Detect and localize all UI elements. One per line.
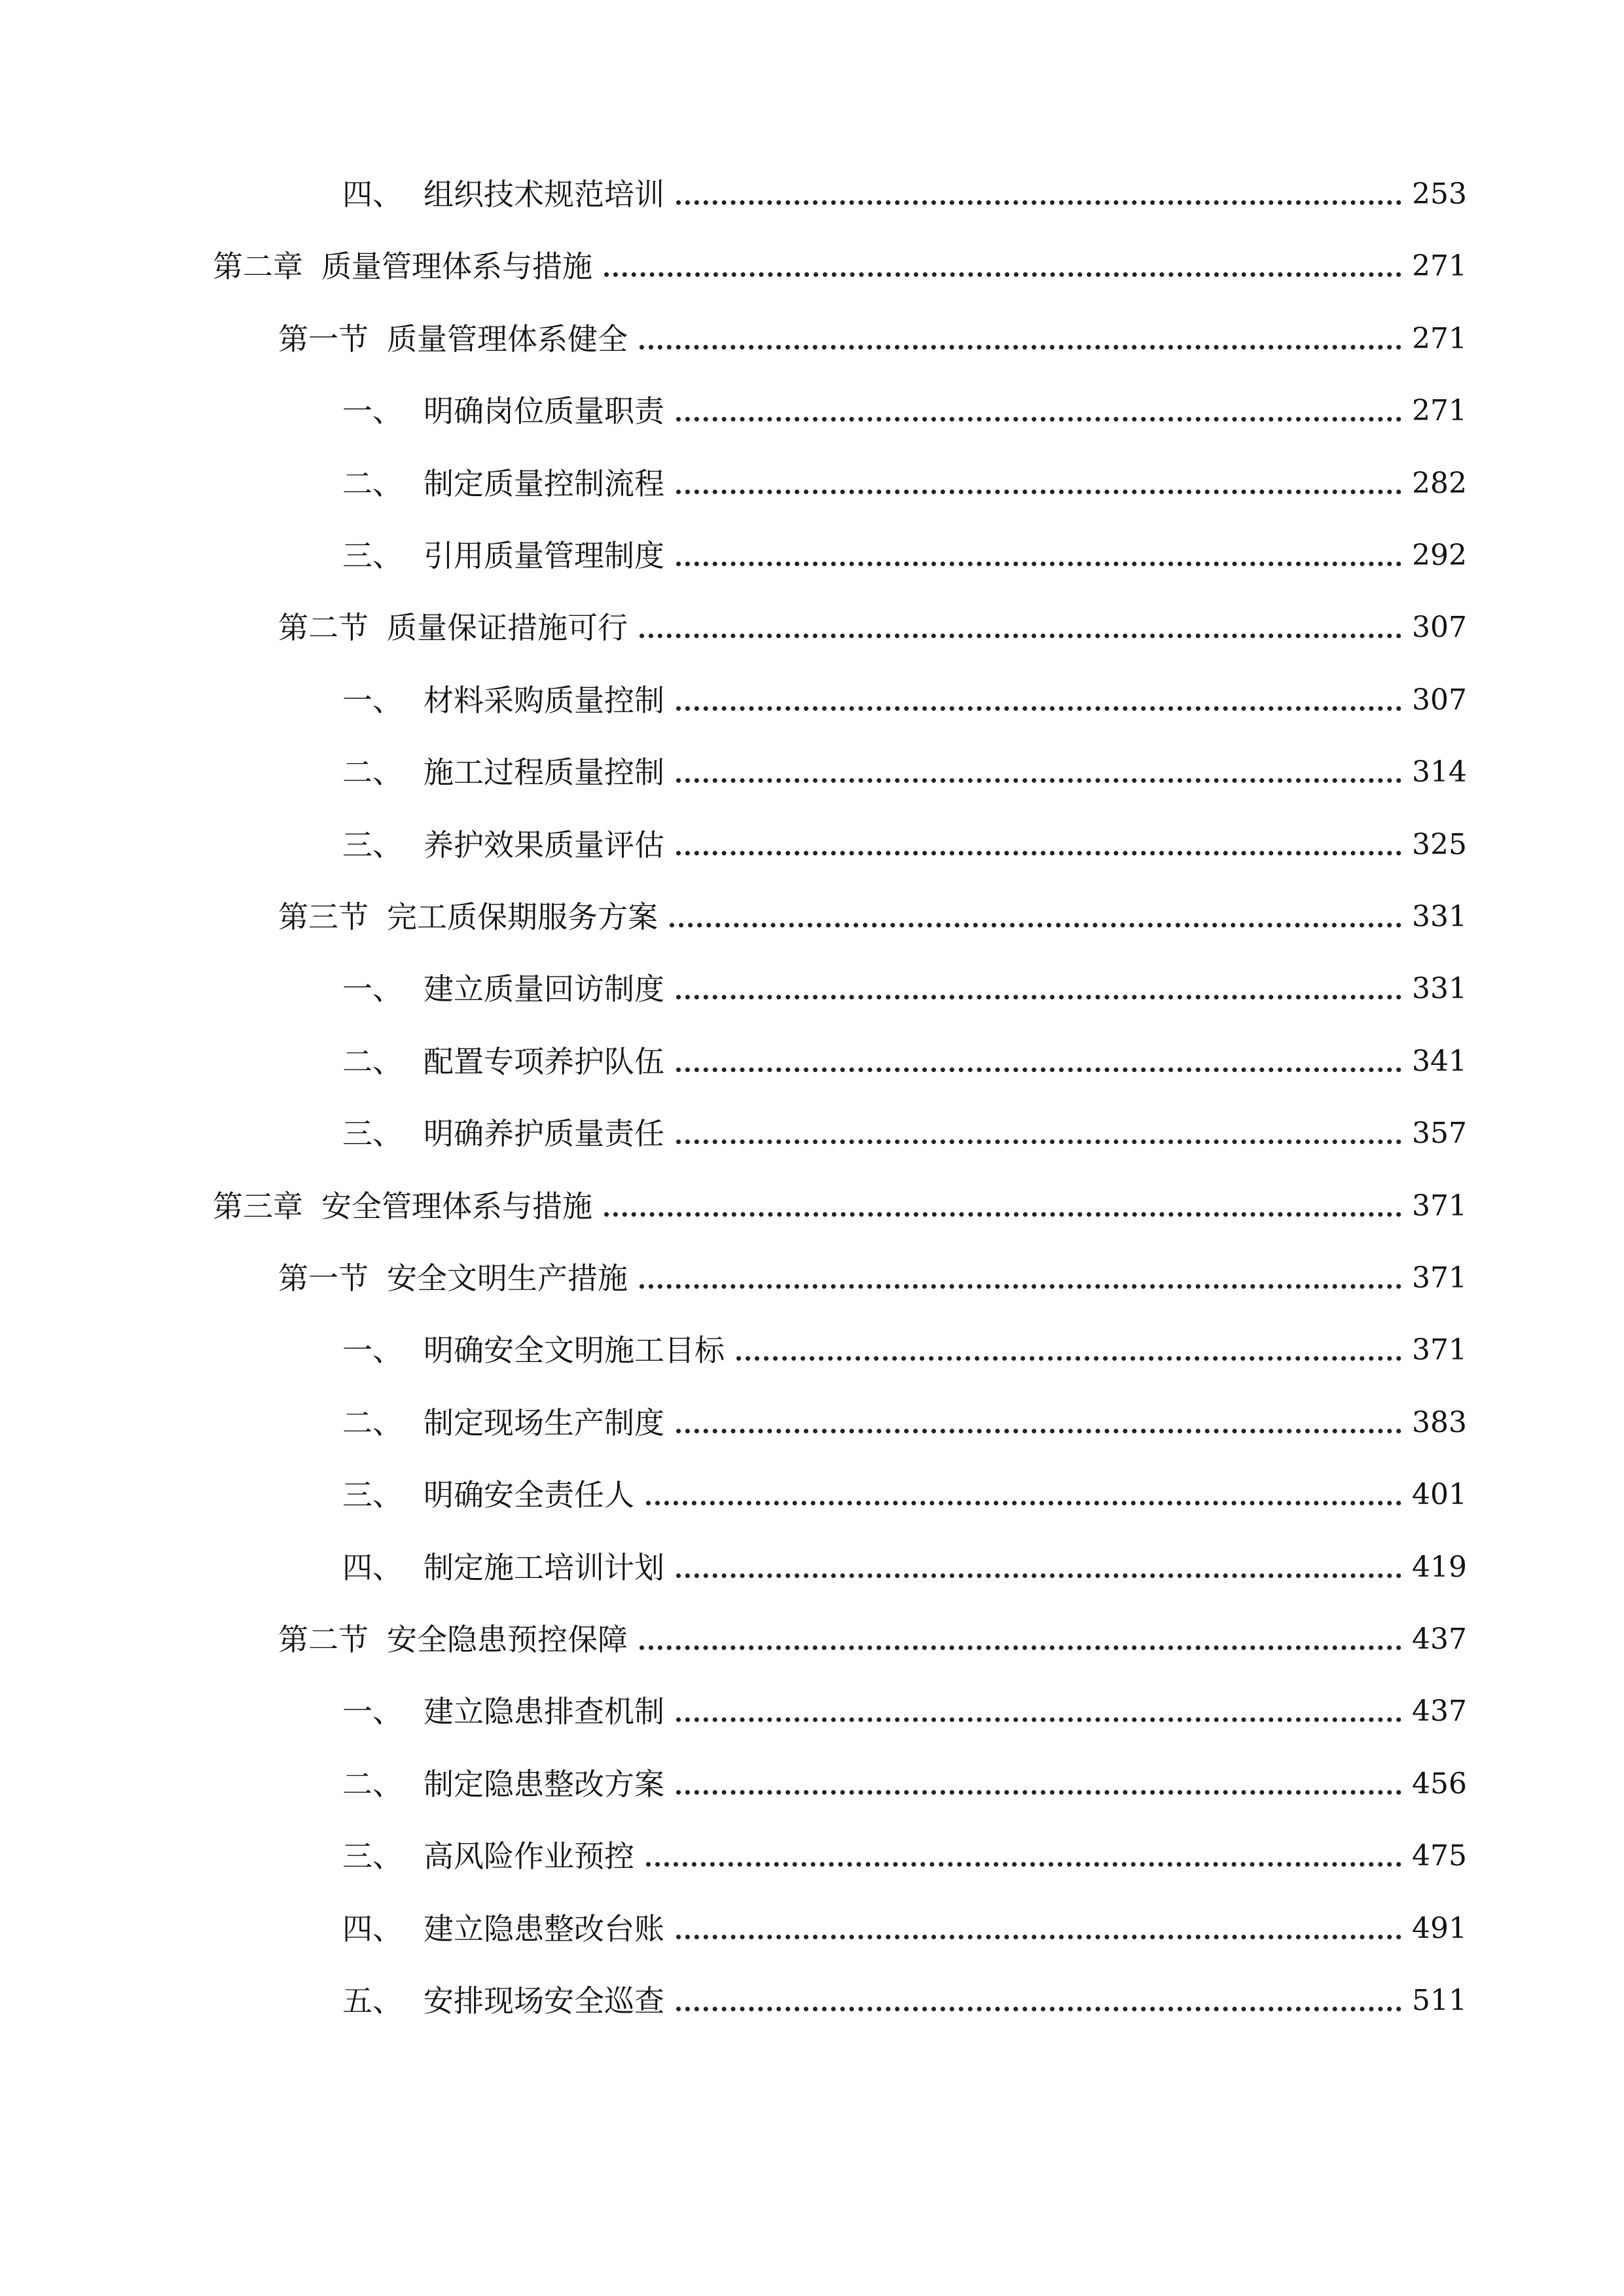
toc-entry-page-number: 292 [1412,539,1467,572]
toc-entry-title: 明确安全文明施工目标 [424,1333,725,1368]
toc-entry[interactable] [0,1472,1467,1518]
dot-leader [676,200,1401,205]
toc-entry-title: 安全管理体系与措施 [321,1189,592,1224]
toc-entry[interactable] [0,1255,1467,1301]
toc-entry-title: 安排现场安全巡查 [424,1983,664,2018]
toc-entry-title: 建立质量回访制度 [424,971,664,1007]
toc-entry-number: 二、 [342,466,403,501]
toc-entry-number: 一、 [342,1694,403,1729]
toc-entry[interactable] [0,1761,1467,1807]
toc-entry[interactable] [0,243,1467,289]
dot-leader [670,923,1401,927]
toc-entry[interactable] [0,749,1467,795]
toc-entry[interactable] [0,1183,1467,1229]
toc-entry[interactable] [0,894,1467,940]
toc-entry-page-number: 511 [1412,1984,1467,2017]
toc-entry[interactable] [0,171,1467,217]
toc-entry[interactable] [0,461,1467,507]
toc-entry-title: 引用质量管理制度 [424,538,664,573]
toc-entry[interactable] [0,533,1467,579]
toc-entry-title: 制定隐患整改方案 [424,1767,664,1802]
toc-entry-number: 第二节 [278,1622,369,1657]
toc-entry-page-number: 314 [1412,755,1467,789]
toc-entry-page-number: 325 [1412,828,1467,861]
dot-leader [676,706,1401,711]
dot-leader [676,1573,1401,1578]
dot-leader [676,995,1401,999]
toc-entry[interactable] [0,1327,1467,1373]
toc-entry[interactable] [0,388,1467,434]
toc-entry[interactable] [0,1833,1467,1879]
dot-leader [676,1139,1401,1144]
toc-entry-number: 三、 [342,1477,403,1513]
dot-leader [646,1862,1401,1867]
toc-entry-number: 四、 [342,177,403,212]
dot-leader [676,1717,1401,1722]
toc-entry-page-number: 419 [1412,1551,1467,1584]
toc-entry[interactable] [0,316,1467,362]
toc-entry-title: 制定质量控制流程 [424,466,664,501]
toc-entry-page-number: 383 [1412,1406,1467,1439]
toc-entry-number: 三、 [342,1839,403,1874]
toc-entry-number: 三、 [342,538,403,573]
toc-entry-page-number: 491 [1412,1912,1467,1945]
toc-entry-title: 高风险作业预控 [424,1839,634,1874]
toc-entry-title: 制定施工培训计划 [424,1550,664,1585]
toc-entry-title: 组织技术规范培训 [424,177,664,212]
dot-leader [676,1429,1401,1433]
toc-entry-title: 安全文明生产措施 [387,1261,628,1296]
toc-entry-page-number: 307 [1412,611,1467,644]
toc-entry-number: 第一节 [278,1261,369,1296]
toc-entry-number: 三、 [342,827,403,863]
toc-entry[interactable] [0,1978,1467,2024]
dot-leader [676,1935,1401,1939]
dot-leader [676,1790,1401,1795]
toc-entry-number: 一、 [342,971,403,1007]
toc-entry-page-number: 341 [1412,1045,1467,1078]
toc-entry-number: 二、 [342,755,403,790]
toc-entry-number: 二、 [342,1405,403,1441]
dot-leader [646,1501,1401,1505]
toc-entry[interactable] [0,1545,1467,1590]
toc-entry[interactable] [0,1400,1467,1446]
toc-entry-page-number: 331 [1412,900,1467,933]
toc-entry-title: 质量管理体系与措施 [321,249,592,284]
toc-entry-title: 材料采购质量控制 [424,683,664,718]
toc-entry-number: 二、 [342,1767,403,1802]
toc-entry-title: 配置专项养护队伍 [424,1044,664,1079]
toc-entry-number: 第三节 [278,899,369,935]
toc-entry[interactable] [0,1617,1467,1662]
dot-leader [676,1067,1401,1072]
toc-entry[interactable] [0,1689,1467,1734]
toc-entry-page-number: 307 [1412,683,1467,717]
toc-entry-title: 完工质保期服务方案 [387,899,658,935]
toc-entry-page-number: 401 [1412,1478,1467,1511]
toc-entry-page-number: 271 [1412,322,1467,355]
toc-entry-page-number: 437 [1412,1623,1467,1656]
toc-entry-page-number: 475 [1412,1839,1467,1873]
toc-entry-number: 第三章 [213,1189,303,1224]
toc-entry-title: 建立隐患整改台账 [424,1911,664,1946]
toc-entry-number: 四、 [342,1911,403,1946]
toc-entry-title: 明确安全责任人 [424,1477,634,1513]
toc-entry-number: 三、 [342,1116,403,1151]
dot-leader [676,490,1401,494]
toc-entry-page-number: 371 [1412,1333,1467,1367]
toc-entry-title: 质量保证措施可行 [387,610,628,645]
toc-entry-title: 施工过程质量控制 [424,755,664,790]
toc-entry-number: 一、 [342,1333,403,1368]
toc-entry-title: 明确养护质量责任 [424,1116,664,1151]
toc-entry-page-number: 357 [1412,1117,1467,1150]
toc-entry-number: 四、 [342,1550,403,1585]
toc-entry-title: 制定现场生产制度 [424,1405,664,1441]
dot-leader [676,778,1401,783]
toc-entry-number: 第二章 [213,249,303,284]
dot-leader [640,1645,1401,1650]
toc-entry[interactable] [0,1111,1467,1157]
toc-entry-number: 一、 [342,393,403,429]
dot-leader [604,1212,1401,1217]
toc-entry-number: 一、 [342,683,403,718]
toc-entry[interactable] [0,1039,1467,1085]
toc-entry-number: 第一节 [278,321,369,357]
toc-entry[interactable] [0,677,1467,723]
dot-leader [640,1284,1401,1289]
dot-leader [640,345,1401,350]
dot-leader [736,1356,1401,1361]
toc-entry-page-number: 371 [1412,1261,1467,1295]
toc-entry-number: 二、 [342,1044,403,1079]
toc-entry-number: 五、 [342,1983,403,2018]
toc-entry-title: 质量管理体系健全 [387,321,628,357]
toc-entry-page-number: 253 [1412,177,1467,211]
toc-entry-number: 第二节 [278,610,369,645]
dot-leader [676,417,1401,422]
dot-leader [676,2007,1401,2011]
toc-entry[interactable] [0,605,1467,651]
dot-leader [604,272,1401,277]
dot-leader [676,851,1401,855]
toc-entry-title: 养护效果质量评估 [424,827,664,863]
toc-entry-page-number: 282 [1412,467,1467,500]
toc-entry-page-number: 271 [1412,394,1467,427]
toc-entry-page-number: 371 [1412,1189,1467,1223]
toc-entry-page-number: 331 [1412,972,1467,1005]
toc-entry[interactable] [0,966,1467,1012]
toc-entry-title: 明确岗位质量职责 [424,393,664,429]
toc-entry-page-number: 456 [1412,1767,1467,1801]
toc-entry-title: 建立隐患排查机制 [424,1694,664,1729]
toc-entry[interactable] [0,822,1467,868]
dot-leader [640,634,1401,638]
toc-entry-page-number: 271 [1412,249,1467,283]
toc-entry[interactable] [0,1906,1467,1952]
toc-entry-page-number: 437 [1412,1695,1467,1728]
dot-leader [676,562,1401,566]
toc-entry-title: 安全隐患预控保障 [387,1622,628,1657]
